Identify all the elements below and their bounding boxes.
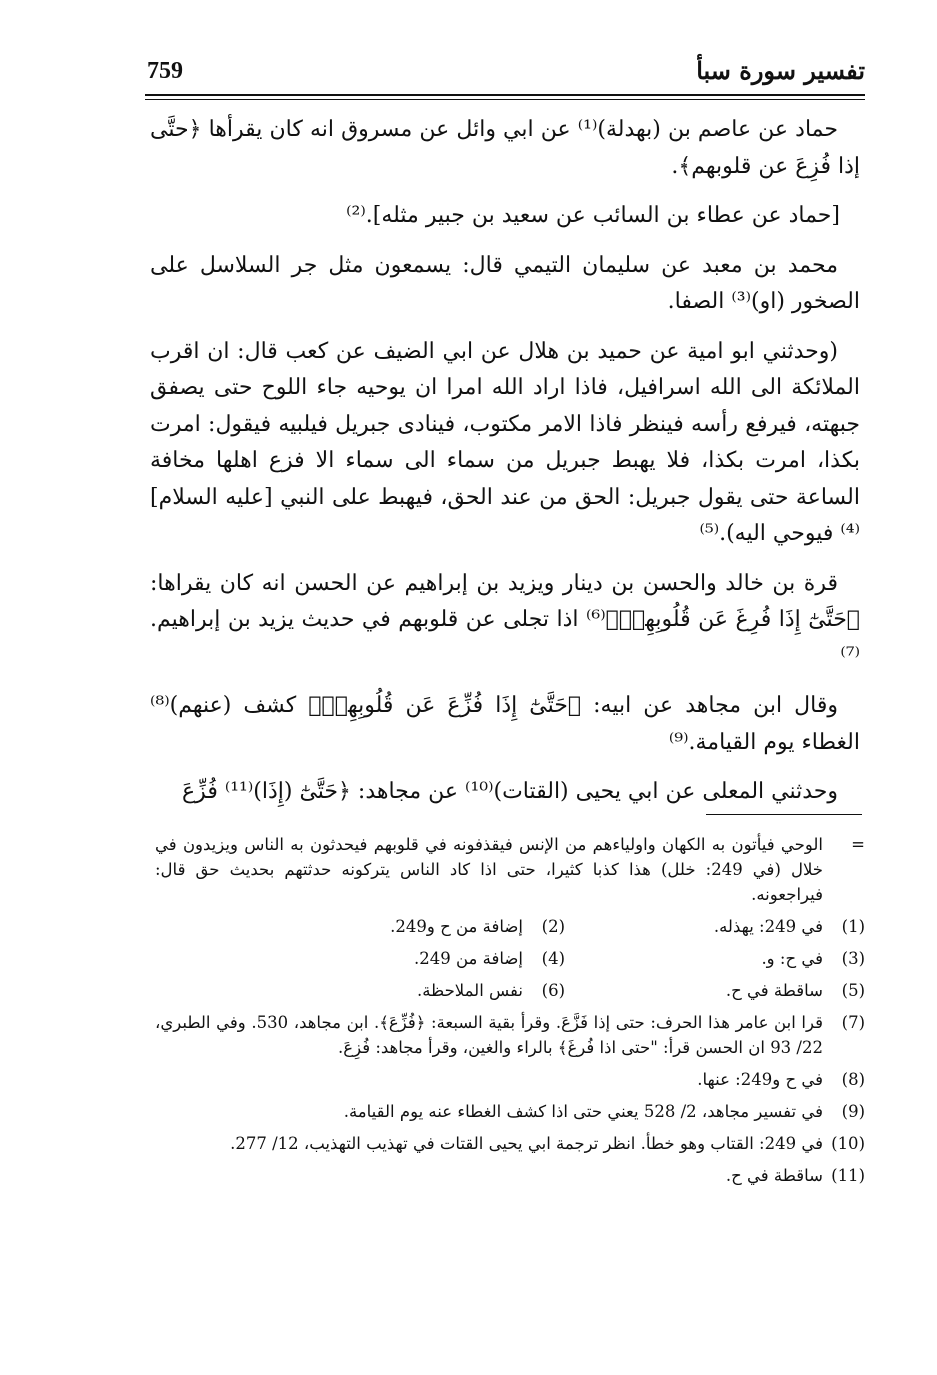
footnote-number: (3) [841, 949, 865, 968]
footnote-text: في تفسير مجاهد، 2/ 528 يعني حتى اذا كشف الغطاء عنه يوم القيامة. [343, 1102, 823, 1121]
footnote-text: إضافة من ح و249. [390, 917, 523, 936]
footnote-number: (5) [841, 981, 865, 1000]
footnote-number: (11) [831, 1166, 865, 1185]
footnote-pair [155, 946, 865, 971]
footnote [155, 1010, 865, 1060]
paragraph: محمد بن معبد عن سليمان التيمي قال: يسمعون مثل جر السلاسل على الصخور (او)⁽³⁾ الصفا. [150, 252, 860, 314]
footnote-number: (7) [841, 1013, 865, 1032]
footnote [205, 978, 565, 1003]
footnote-text: في ح و249: عنها. [697, 1070, 823, 1089]
footnote-text: الوحي فيأتون به الكهان واولياءهم من الإنس فيقذفونه في قلوبهم فيحدثون به الناس ويزيدون في خلال (في 249: خلل) هذا كذبا كثيرا، حتى اذا كاد الناس يتركونه حدثتهم بحديث حق قال: فيراجعونه. [155, 835, 823, 904]
footnote-number: (6) [541, 981, 565, 1000]
footnote-text: إضافة من 249. [414, 949, 523, 968]
footnote-text: ساقطة في ح. [725, 1166, 823, 1185]
running-title: تفسير سورة سبأ [696, 56, 865, 85]
footnote [565, 914, 865, 939]
footnote [155, 1163, 865, 1188]
footnote-number: (10) [831, 1134, 865, 1153]
footnote-text: في 249: يهذله. [713, 917, 823, 936]
footnote-separator [706, 814, 862, 815]
footnote-text: في ح: و. [761, 949, 823, 968]
footnote-text: قرا ابن عامر هذا الحرف: حتى إذا فَزَّعَ. وقرأ بقية السبعة: ﴿فُزِّعَ﴾. ابن مجاهد، 530. وفي الطبري، 22/ 93 ان الحسن قرأ: "حتى اذا فُرغَ﴾ بالراء والغين، وقرأ مجاهد: فُزِعَ. [155, 1013, 823, 1057]
footnote [155, 1067, 865, 1092]
paragraph: وحدثني المعلى عن ابي يحيى (القتات)⁽¹⁰⁾ عن مجاهد: ﴿حَتَّىٰٓ (إِذَا)⁽¹¹⁾ فُزِّعَ [182, 779, 838, 804]
paragraph: (وحدثني ابو امية عن حميد بن هلال عن ابي الضيف عن كعب قال: ان اقرب الملائكة الى الله اسرافيل، فاذا اراد الله امرا ان يوحيه جاء اللوح حتى يصفق جبهته، فيرفع رأسه فينظر فاذا الامر مكتوب، فينادى جبريل فيلبيه فيقول: امرت بكذا، امرت بكذا، فلا يهبط جبريل من سماء الى سماء الا فزع اهلها مخافة الساعة حتى يقول جبريل: الحق من عند الحق، فيهبط على النبي [عليه السلام]⁽⁴⁾ فيوحي اليه).⁽⁵⁾ [150, 338, 860, 546]
footnote-pair [155, 914, 865, 939]
footnote [205, 914, 565, 939]
page-header [145, 56, 865, 90]
footnote-text: نفس الملاحظة. [416, 981, 523, 1000]
footnote-number: (4) [541, 949, 565, 968]
paragraph: [حماد عن عطاء بن السائب عن سعيد بن جبير مثله].⁽²⁾ [346, 203, 840, 228]
footnote-number: (2) [541, 917, 565, 936]
paragraph: وقال ابن مجاهد عن ابيه: ﴿حَتَّىٰٓ إِذَا فُزِّعَ عَن قُلُوبِهِمۡ﴾ كشف (عنهم)⁽⁸⁾ الغطاء يوم القيامة.⁽⁹⁾ [150, 693, 860, 755]
footnote-number: (1) [841, 917, 865, 936]
footnote [155, 1099, 865, 1124]
paragraph: قرة بن خالد والحسن بن دينار ويزيد بن إبراهيم عن الحسن انه كان يقراها: ﴿حَتَّىٰٓ إِذَا فُرِغَ عَن قُلُوبِهِمۡ﴾⁽⁶⁾ اذا تجلى عن قلوبهم في حديث يزيد بن إبراهيم.⁽⁷⁾ [150, 570, 860, 669]
footnote-marker: = [851, 835, 865, 854]
footnote-text: ساقطة في ح. [725, 981, 823, 1000]
footnote-continuation [155, 832, 865, 907]
footnote [155, 1131, 865, 1156]
footnote [565, 946, 865, 971]
footnote-pair [155, 978, 865, 1003]
header-rule-thick [145, 94, 865, 96]
paragraph: حماد عن عاصم بن (بهدلة)⁽¹⁾ عن ابي وائل عن مسروق انه كان يقرأها ﴿حتَّى إذا فُزِعَ عن قلوبهم﴾. [150, 117, 860, 179]
header-rule-thin [145, 99, 865, 100]
footnote-number: (9) [841, 1102, 865, 1121]
page-number: 759 [147, 58, 183, 84]
footnote-text: في 249: القتاب وهو خطأ. انظر ترجمة ابي يحيى القتات في تهذيب التهذيب، 12/ 277. [230, 1134, 823, 1153]
footnote [205, 946, 565, 971]
footnotes [155, 832, 865, 1195]
main-text [150, 112, 860, 824]
footnote [565, 978, 865, 1003]
footnote-number: (8) [841, 1070, 865, 1089]
